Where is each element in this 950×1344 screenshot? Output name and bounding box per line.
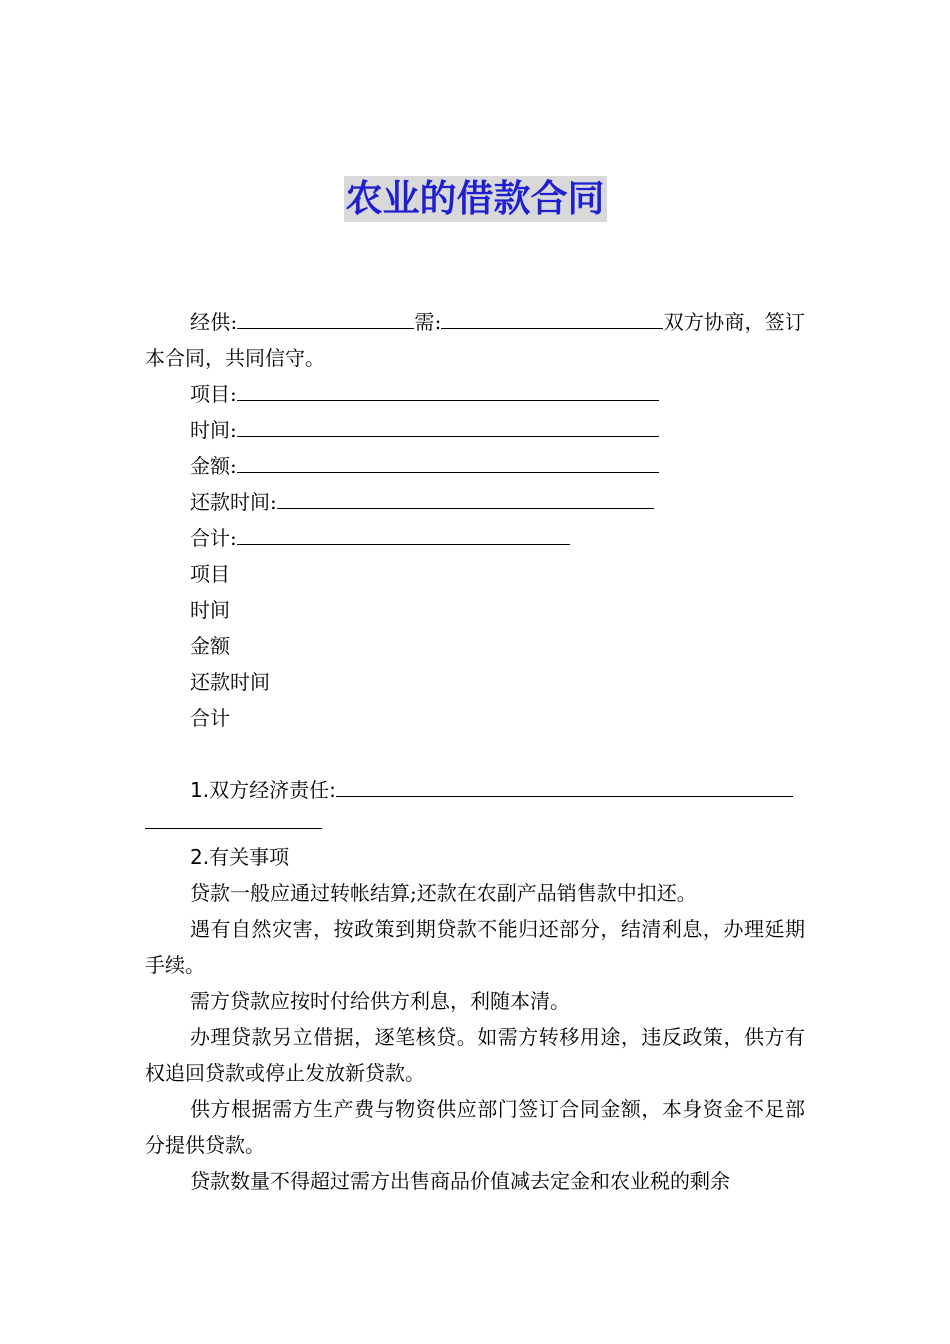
plain-item: 项目 [190, 562, 230, 586]
paragraph-6: 贷款数量不得超过需方出售商品价值减去定金和农业税的剩余 [190, 1169, 730, 1193]
clause-1-blank [336, 776, 793, 797]
field-amount-label: 金额: [190, 454, 237, 478]
plain-time: 时间 [190, 598, 230, 622]
field-time-blank [237, 416, 659, 437]
clause-1-blank-continued [145, 808, 322, 829]
field-total-label: 合计: [190, 526, 237, 550]
clause-2: 2.有关事项 [190, 845, 290, 869]
document-title-wrap [0, 176, 950, 222]
paragraph-1: 贷款一般应通过转帐结算;还款在农副产品销售款中扣还。 [190, 881, 697, 905]
demand-label: 需: [414, 310, 442, 334]
supply-blank [237, 308, 414, 329]
paragraph-2: 遇有自然灾害，按政策到期贷款不能归还部分，结清利息，办理延期手续。 [145, 917, 805, 977]
plain-amount: 金额 [190, 634, 230, 658]
clause-1-label: 1.双方经济责任: [190, 778, 336, 802]
field-repay-time-blank [277, 488, 654, 509]
field-repay-time [145, 484, 805, 520]
paragraph-4: 办理贷款另立借据，逐笔核贷。如需方转移用途，违反政策，供方有权追回贷款或停止发放新贷款。 [145, 1025, 805, 1085]
field-total-blank [237, 524, 570, 545]
paragraph-5: 供方根据需方生产费与物资供应部门签订合同金额，本身资金不足部分提供贷款。 [145, 1097, 805, 1157]
clause-1 [145, 772, 805, 808]
field-amount-blank [237, 452, 659, 473]
demand-blank [441, 308, 663, 329]
field-item-label: 项目: [190, 382, 237, 406]
intro-paragraph [145, 304, 805, 376]
field-item [145, 376, 805, 412]
field-time [145, 412, 805, 448]
spacer [145, 736, 805, 772]
field-time-label: 时间: [190, 418, 237, 442]
paragraph-3: 需方贷款应按时付给供方利息，利随本清。 [190, 989, 570, 1013]
field-repay-time-label: 还款时间: [190, 490, 277, 514]
plain-total: 合计 [190, 706, 230, 730]
plain-repay-time: 还款时间 [190, 670, 270, 694]
supply-label: 经供: [190, 310, 238, 334]
field-item-blank [237, 380, 659, 401]
document-body [145, 304, 805, 1199]
field-amount [145, 448, 805, 484]
intro-rest: 双方协商，签订本合同，共同信守。 [145, 310, 805, 370]
document-title: 农业的借款合同 [345, 177, 605, 220]
field-total [145, 520, 805, 556]
